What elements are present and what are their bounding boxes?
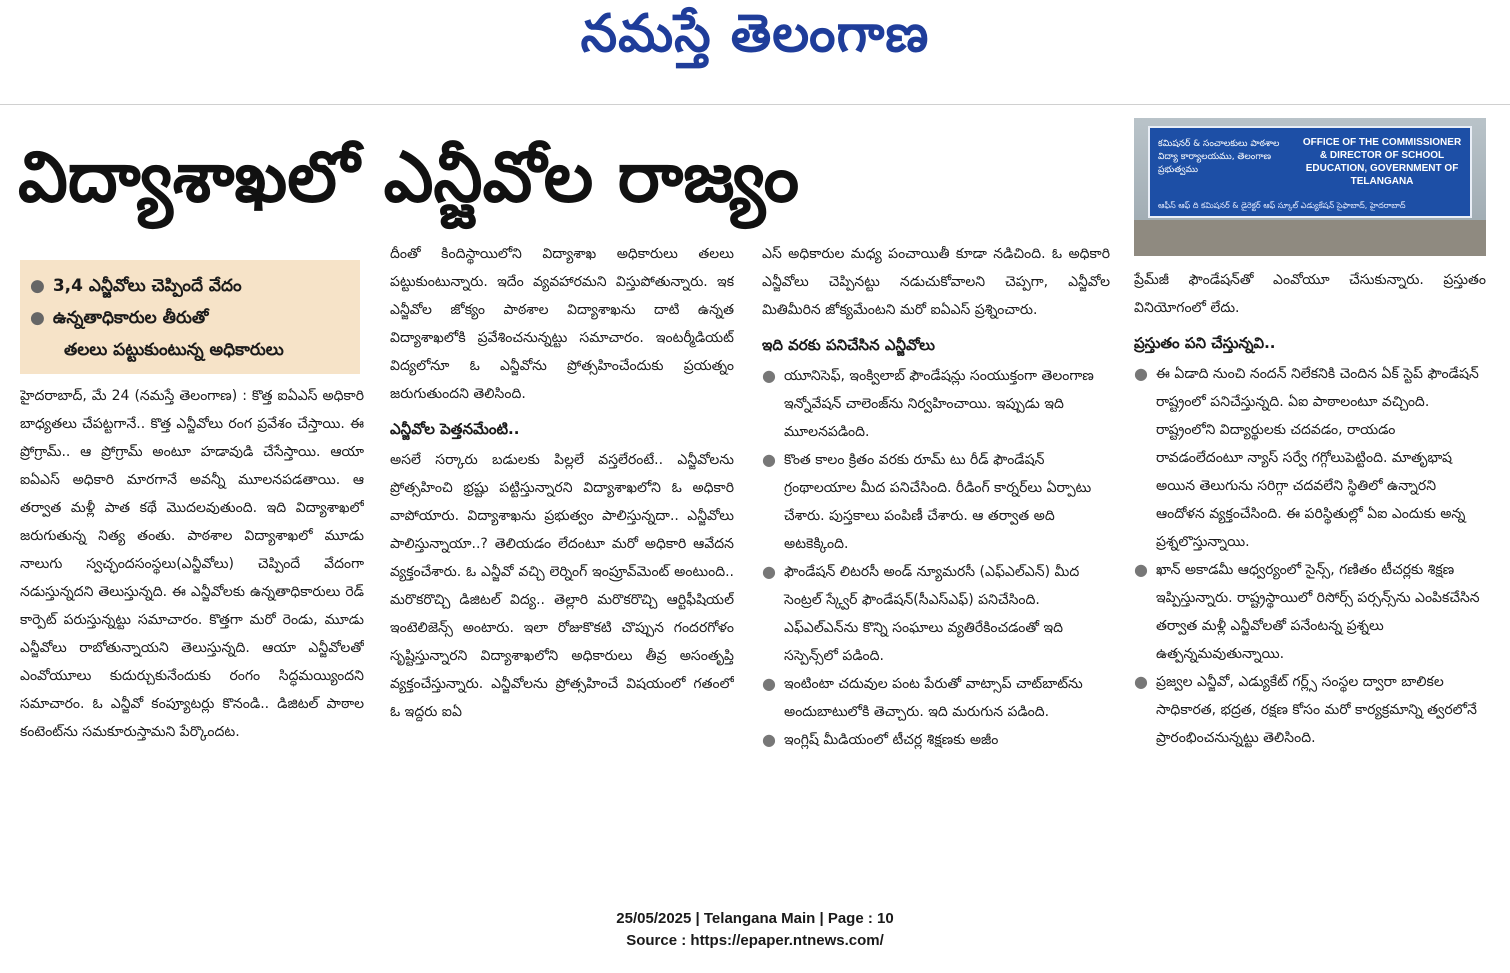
list-item: ● ఇంటింటా చదువుల పంట పేరుతో వాట్సాప్ చాట్‌బాట్‌ను అందుబాటులోకి తెచ్చారు. ఇది మరుగున పడింది. (762, 670, 1110, 726)
signboard-bottom-text: ఆఫీస్ ఆఫ్ ది కమిషనర్ & డైరెక్టర్ ఆఫ్ స్కూల్ ఎడ్యుకేషన్ సైఫాబాద్, హైదరాబాద్ (1158, 201, 1406, 210)
bullet-icon: ● (1134, 672, 1148, 691)
column-3-paragraph-1: ఎస్ అధికారుల మధ్య పంచాయితీ కూడా నడిచింది. ఓ అధికారి ఎన్జీవోలు చెప్పినట్టు నడుచుకోవాలని చెప్పగా, ఎన్జీవోల మితిమీరిన జోక్యమేంటని మరో ఐఏఎస్ ప్రశ్నించారు. (762, 246, 1110, 318)
masthead-title: నమస్తే తెలంగాణ (580, 3, 930, 64)
bullet-icon: ● (1134, 560, 1148, 579)
column-2-subheading: ఎన్జీవోల పెత్తనమేంటి.. (390, 420, 520, 438)
bullet-icon: ● (762, 450, 776, 469)
column-2-paragraph-2: అసలే సర్కారు బడులకు పిల్లలే వస్తలేరంటే.. ఎన్జీవోలను ప్రోత్సహించి భ్రష్టు పట్టిస్తున్నారని విద్యాశాఖలోని ఓ అధికారి వాపోయారు. విద్యాశాఖను ప్రభుత్వం పాలిస్తున్నదా.. ఎన్జీవోలు పాలిస్తున్నాయా..? తెలియడం లేదంటూ మరో అధికారి ఆవేదన వ్యక్తంచేశారు. ఓ ఎన్జీవో వచ్చి లెర్నింగ్ ఇంప్రూవ్‌మెంట్ అంటుంది.. మరొకరొచ్చి డిజిటల్ విద్య.. తెల్లారి మరొకరొచ్చి ఆర్టిఫీషియల్ ఇంటెలిజెన్స్ అంటారు. ఇలా రోజుకొకటి చొప్పున గందరగోళం సృష్టిస్తున్నారని విద్యాశాఖలోని అధికారులు తీవ్ర అసంతృప్తి వ్యక్తంచేస్తున్నారు. ఎన్జీవోలను ప్రోత్సహించే విషయంలో గతంలో ఓ ఇద్దరు ఐఏ (390, 452, 734, 720)
list-item: ● ప్రజ్వల ఎన్జీవో, ఎడ్యుకేట్ గర్ల్స్ సంస్థల ద్వారా బాలికల సాధికారత, భద్రత, రక్షణ కోసం మరో కార్యక్రమాన్ని త్వరలోనే ప్రారంభించనున్నట్టు తెలిసింది. (1134, 668, 1486, 752)
column-1-text: హైదరాబాద్, మే 24 (నమస్తే తెలంగాణ) : కొత్త ఐఏఎస్ అధికారి బాధ్యతలు చేపట్టగానే.. కొత్త ఎన్జీవోలు రంగ ప్రవేశం చేస్తాయి. ఈ ప్రోగ్రామ్.. ఆ ప్రోగ్రామ్ అంటూ హడావుడి చేసేస్తాయి. ఆయా ఐఏఎస్ అధికారి మారగానే అవన్నీ మూలనపడతాయి. ఆ తర్వాత మళ్లీ పాత కథే మొదలవుతుంది. ఇది విద్యాశాఖలో జరుగుతున్న నిత్య తంతు. పాఠశాల విద్యాశాఖలో మూడు నాలుగు స్వచ్ఛందసంస్థలు(ఎన్జీవోలు) చెప్పిందే వేదంగా నడుస్తున్నదని తెలుస్తున్నది. ఈ ఎన్జీవోలకు ఉన్నతాధికారులు రెడ్ కార్పెట్ పరుస్తున్నట్టు సమాచారం. కొత్తగా మరో రెండు, మూడు ఎన్జీవోలు రాబోతున్నాయని తెలుస్తున్నది. ఆయా ఎన్జీవోలతో ఎంవోయూలు కుదుర్చుకునేందుకు రంగం సిద్ధమయ్యిందని సమాచారం. ఓ ఎన్జీవో కంప్యూటర్లు కొనండి.. డిజిటల్ పాఠాల కంటెంట్‌ను సమకూరుస్తామని పేర్కొందట. (20, 388, 364, 740)
office-signboard (1148, 126, 1472, 218)
list-item: ● ఈ ఏడాది నుంచి నందన్ నిలేకనికి చెందిన ఏక్ స్టెప్ ఫౌండేషన్ రాష్ట్రంలో పనిచేస్తున్నది. ఏఐ పాఠాలంటూ వచ్చింది. రాష్ట్రంలోని విద్యార్థులకు చదవడం, రాయడం రావడంలేదంటూ న్యాస్ సర్వే గగ్గోలుపెట్టింది. మాతృభాష అయిన తెలుగును సరిగ్గా చదవలేని స్థితిలో ఉన్నారని ఆందోళన వ్యక్తంచేసింది. ఈ పరిస్థితుల్లో ఏఐ ఎందుకు అన్న ప్రశ్నలొస్తున్నాయి. (1134, 360, 1486, 556)
highlights-box (20, 260, 360, 374)
headline: విద్యాశాఖలో ఎన్జీవోల రాజ్యం (18, 136, 800, 218)
article-column-3 (762, 240, 1110, 830)
bullet-icon: ● (30, 276, 45, 296)
article-column-2 (390, 240, 734, 830)
signboard-english-text: OFFICE OF THE COMMISSIONER & DIRECTOR OF SCHOOL EDUCATION, GOVERNMENT OF TELANGANA (1302, 137, 1462, 187)
highlight-item: ● ఉన్నతాధికారుల తీరుతో (30, 308, 209, 328)
column-4-subheading: ప్రస్తుతం పని చేస్తున్నవి.. (1134, 334, 1276, 352)
bullet-icon: ● (762, 730, 776, 749)
highlight-item-continued: తలలు పట్టుకుంటున్న అధికారులు (64, 340, 284, 360)
bullet-icon: ● (762, 366, 776, 385)
list-item: ● కొంత కాలం క్రితం వరకు రూమ్ టు రీడ్ ఫౌండేషన్ గ్రంథాలయాల మీద పనిచేసింది. రీడింగ్ కార్నర్‌లు ఏర్పాటు చేశారు. పుస్తకాలు పంపిణీ చేశారు. ఆ తర్వాత అది అటకెక్కింది. (762, 446, 1110, 558)
bullet-icon: ● (30, 308, 45, 328)
signboard-telugu-text: కమిషనర్ & సంచాలకులు పాఠశాల విద్యా కార్యాలయము, తెలంగాణ ప్రభుత్వము (1158, 139, 1280, 175)
article-column-1 (20, 382, 364, 830)
photo-wall (1134, 220, 1486, 256)
highlight-item: ● 3,4 ఎన్జీవోలు చెప్పిందే వేదం (30, 276, 242, 296)
page-footer (0, 908, 1510, 952)
list-item: ● ఫౌండేషన్ లిటరసీ అండ్ న్యూమరసీ (ఎఫ్ఎల్ఎన్) మీద సెంట్రల్ స్క్వేర్ ఫౌండేషన్(సీఎస్ఎఫ్) పనిచేసింది. ఎఫ్ఎల్ఎన్‌ను కొన్ని సంఘాలు వ్యతిరేకించడంతో ఇది సస్పెన్స్‌లో పడింది. (762, 558, 1110, 670)
column-2-paragraph-1: దీంతో కిందిస్థాయిలోని విద్యాశాఖ అధికారులు తలలు పట్టుకుంటున్నారు. ఇదేం వ్యవహారమని విస్తుపోతున్నారు. ఇక ఎన్జీవోల జోక్యం పాఠశాల విద్యాశాఖను దాటి ఉన్నత విద్యాశాఖలోకి ప్రవేశించనున్నట్టు సమాచారం. ఇంటర్మీడియట్ విద్యలోనూ ఓ ఎన్జీవోను ప్రోత్సహించేందుకు ప్రయత్నం జరుగుతుందని తెలిసింది. (390, 246, 734, 402)
masthead (0, 0, 1510, 80)
list-item: ● ఇంగ్లిష్ మీడియంలో టీచర్ల శిక్షణకు అజీం (762, 726, 1110, 754)
column-3-subheading: ఇది వరకు పనిచేసిన ఎన్జీవోలు (762, 336, 935, 354)
list-item: ● యూనిసెఫ్, ఇంక్విలాబ్ ఫౌండేషన్లు సంయుక్తంగా తెలంగాణ ఇన్నోవేషన్ చాలెంజ్‌ను నిర్వహించాయి. ఇప్పుడు ఇది మూలనపడింది. (762, 362, 1110, 446)
header-divider (0, 104, 1510, 105)
column-4-paragraph-1: ప్రేమ్‌జీ ఫౌండేషన్‌తో ఎంవోయూ చేసుకున్నారు. ప్రస్తుతం వినియోగంలో లేదు. (1134, 272, 1486, 316)
list-item: ● ఖాన్ అకాడమీ ఆధ్వర్యంలో సైన్స్, గణితం టీచర్లకు శిక్షణ ఇప్పిస్తున్నారు. రాష్ట్రస్థాయిలో రిసోర్స్ పర్సన్స్‌ను ఎంపికచేసిన తర్వాత మళ్లీ ఎన్జీవోలతో పనేంటన్న ప్రశ్నలు ఉత్పన్నమవుతున్నాయి. (1134, 556, 1486, 668)
bullet-icon: ● (762, 674, 776, 693)
article-column-4 (1134, 266, 1486, 830)
bullet-icon: ● (762, 562, 776, 581)
footer-date-page: 25/05/2025 | Telangana Main | Page : 10 (616, 910, 894, 927)
footer-source: Source : https://epaper.ntnews.com/ (626, 932, 884, 949)
article-photo (1134, 118, 1486, 256)
bullet-icon: ● (1134, 364, 1148, 383)
